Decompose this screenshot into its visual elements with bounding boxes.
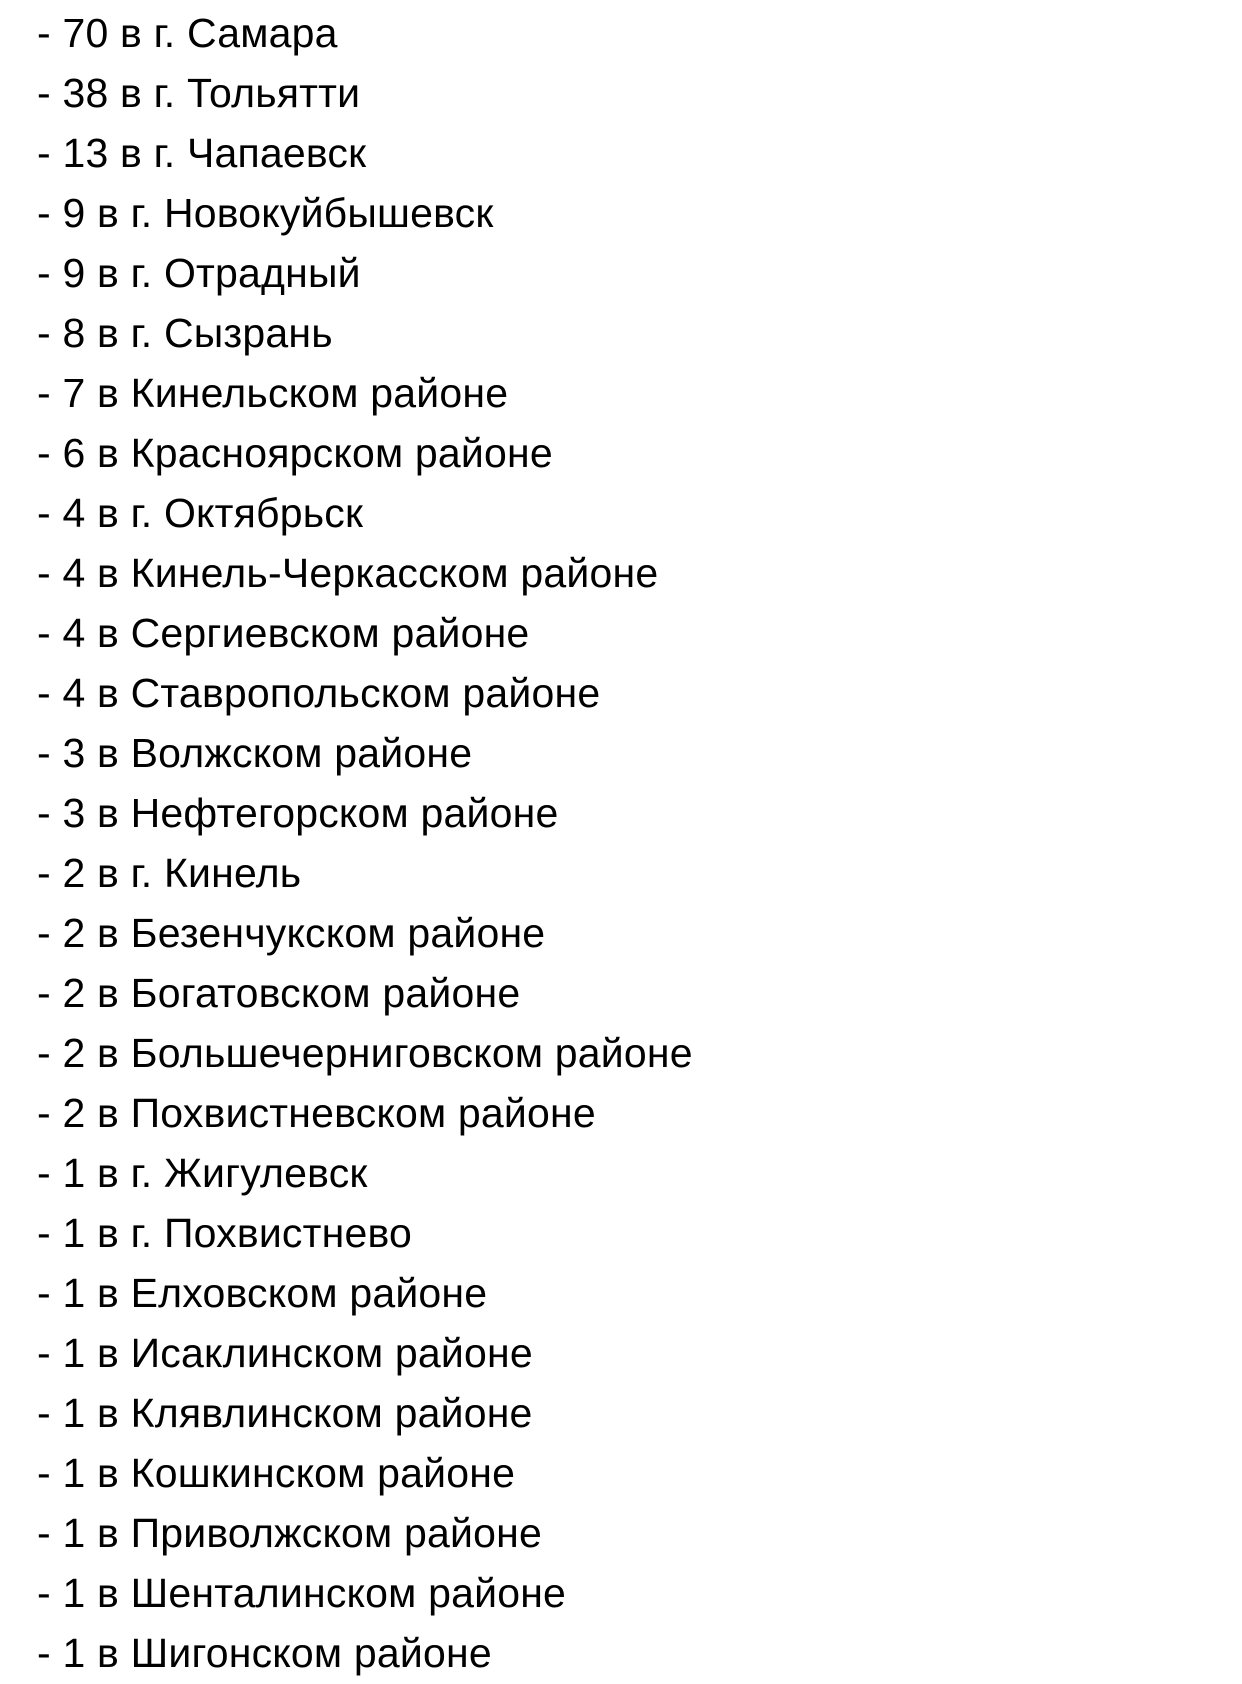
list-item: - 4 в Кинель-Черкасском районе: [37, 550, 659, 596]
list-item: - 1 в Исаклинском районе: [37, 1330, 533, 1376]
list-item: - 1 в Шигонском районе: [37, 1630, 492, 1676]
list-item: - 1 в Елховском районе: [37, 1270, 488, 1316]
list-item: - 9 в г. Отрадный: [37, 250, 361, 296]
list-item: - 13 в г. Чапаевск: [37, 130, 367, 176]
list-item: - 3 в Нефтегорском районе: [37, 790, 559, 836]
case-list: [37, 3, 693, 1683]
list-item: - 7 в Кинельском районе: [37, 370, 509, 416]
list-item: - 1 в г. Похвистнево: [37, 1210, 412, 1256]
list-item: - 38 в г. Тольятти: [37, 70, 361, 116]
list-item: - 70 в г. Самара: [37, 10, 338, 56]
list-item: - 2 в Безенчукском районе: [37, 910, 546, 956]
list-item: - 1 в Шенталинском районе: [37, 1570, 567, 1616]
list-item: - 4 в Ставропольском районе: [37, 670, 601, 716]
list-item: - 2 в г. Кинель: [37, 850, 302, 896]
list-item: - 9 в г. Новокуйбышевск: [37, 190, 494, 236]
list-item: - 1 в Кошкинском районе: [37, 1450, 516, 1496]
list-item: - 2 в Похвистневском районе: [37, 1090, 596, 1136]
list-item: - 4 в Сергиевском районе: [37, 610, 530, 656]
list-item: - 8 в г. Сызрань: [37, 310, 333, 356]
list-item: - 3 в Волжском районе: [37, 730, 473, 776]
list-item: - 1 в Клявлинском районе: [37, 1390, 533, 1436]
list-item: - 1 в г. Жигулевск: [37, 1150, 368, 1196]
list-item: - 6 в Красноярском районе: [37, 430, 553, 476]
list-item: - 2 в Богатовском районе: [37, 970, 521, 1016]
list-item: - 2 в Большечерниговском районе: [37, 1030, 693, 1076]
list-item: - 1 в Приволжском районе: [37, 1510, 542, 1556]
list-item: - 4 в г. Октябрьск: [37, 490, 364, 536]
